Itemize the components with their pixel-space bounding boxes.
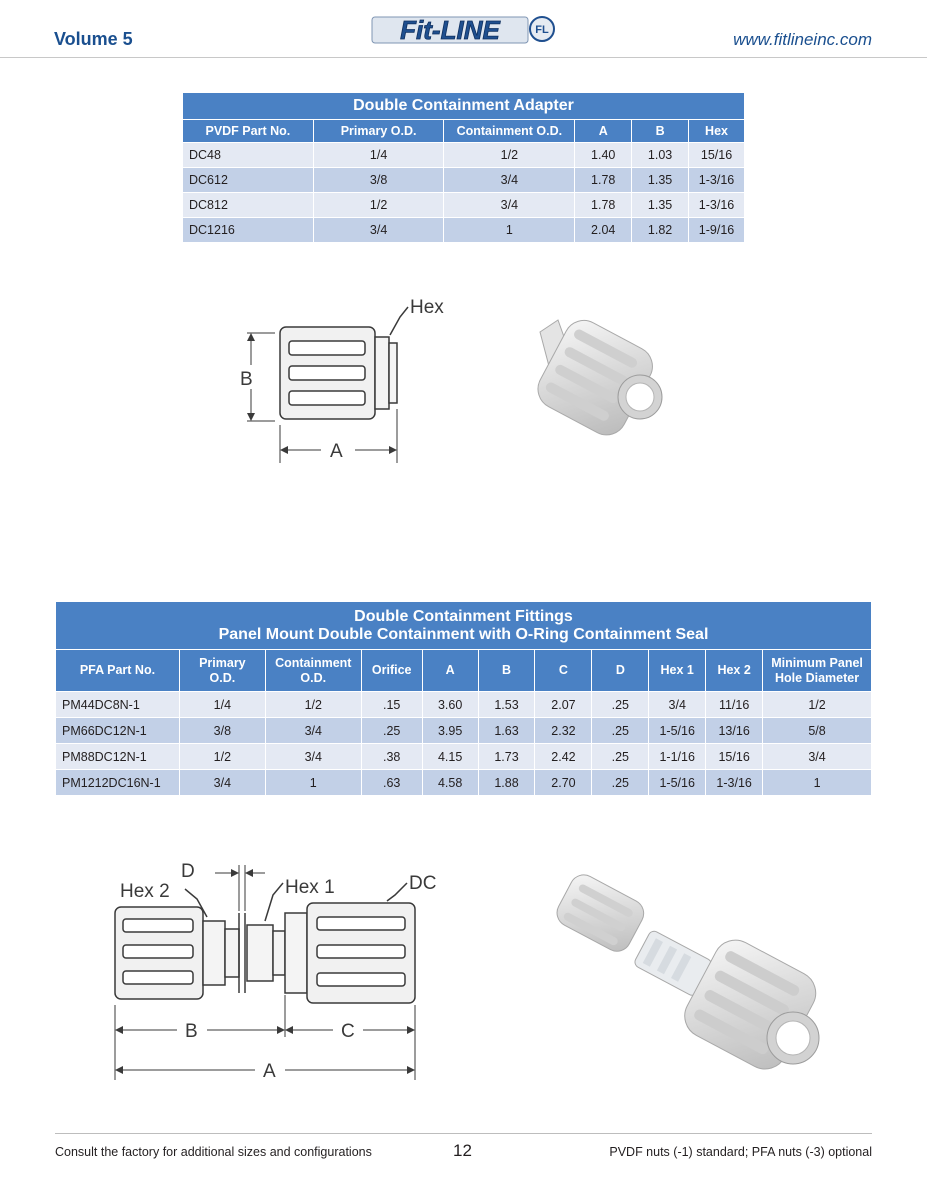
table-cell: 1.78 [575, 168, 632, 193]
table-cell: .25 [592, 770, 649, 796]
col-header: B [632, 120, 689, 143]
table-cell: 11/16 [706, 692, 763, 718]
table-cell: 3/4 [649, 692, 706, 718]
table-cell: 1.78 [575, 193, 632, 218]
table-cell: 1 [444, 218, 575, 243]
table-cell: .25 [592, 692, 649, 718]
logo-badge: FL [535, 24, 549, 36]
table-cell: 1-3/16 [689, 168, 745, 193]
table-cell: 1/2 [179, 744, 265, 770]
col-header: PVDF Part No. [183, 120, 314, 143]
col-header: B [478, 650, 535, 692]
footer-note-right: PVDF nuts (-1) standard; PFA nuts (-3) optional [609, 1145, 872, 1159]
table-cell: 1-9/16 [689, 218, 745, 243]
table-cell: 1 [265, 770, 361, 796]
part-number: PM44DC8N-1 [56, 692, 180, 718]
col-header: Hex 1 [649, 650, 706, 692]
table-row [183, 193, 745, 218]
col-header: C [535, 650, 592, 692]
part-number: PM1212DC16N-1 [56, 770, 180, 796]
table-cell: 1-5/16 [649, 770, 706, 796]
fitline-logo [370, 12, 560, 48]
footer-divider [55, 1133, 872, 1134]
table-cell: 2.42 [535, 744, 592, 770]
table-cell: 3/4 [179, 770, 265, 796]
panel-mount-dimension-drawing [105, 855, 450, 1085]
table-cell: 5/8 [763, 718, 872, 744]
title-line-2: Panel Mount Double Containment with O-Ring Containment Seal [218, 625, 709, 643]
table-cell: 4.58 [422, 770, 478, 796]
col-header: Primary O.D. [313, 120, 444, 143]
panel-mount-photo [545, 870, 835, 1080]
table-row [56, 718, 872, 744]
table-cell: 3.95 [422, 718, 478, 744]
col-header: D [592, 650, 649, 692]
table-cell: 15/16 [689, 143, 745, 168]
table-row [56, 744, 872, 770]
part-number: DC812 [183, 193, 314, 218]
table-cell: 3/4 [444, 193, 575, 218]
dimension-d-label: D [181, 861, 195, 882]
adapter-table [182, 92, 745, 243]
table-row [183, 143, 745, 168]
table-cell: 1.88 [478, 770, 535, 796]
table-cell: 1/2 [444, 143, 575, 168]
hex2-label: Hex 2 [120, 881, 170, 902]
hex1-label: Hex 1 [285, 877, 335, 898]
part-number: DC612 [183, 168, 314, 193]
col-header: A [422, 650, 478, 692]
dimension-a-label: A [330, 441, 343, 462]
table-cell: 3/4 [265, 718, 361, 744]
table-cell: 1/4 [313, 143, 444, 168]
dimension-b-label: B [185, 1021, 198, 1042]
table-cell: 1/4 [179, 692, 265, 718]
table-cell: 1-1/16 [649, 744, 706, 770]
table-cell: 3/4 [313, 218, 444, 243]
part-number: PM66DC12N-1 [56, 718, 180, 744]
dimension-c-label: C [341, 1021, 355, 1042]
table-cell: 1.35 [632, 193, 689, 218]
panel-mount-table-title [56, 602, 872, 650]
table-cell: 1 [763, 770, 872, 796]
adapter-table-title: Double Containment Adapter [183, 93, 745, 120]
volume-label: Volume 5 [54, 29, 133, 49]
table-cell: 1.40 [575, 143, 632, 168]
table-cell: 4.15 [422, 744, 478, 770]
table-cell: 3/8 [179, 718, 265, 744]
table-cell: 2.07 [535, 692, 592, 718]
table-cell: 15/16 [706, 744, 763, 770]
part-number: DC1216 [183, 218, 314, 243]
table-cell: 1.63 [478, 718, 535, 744]
table-cell: 1.03 [632, 143, 689, 168]
table-cell: 1-3/16 [706, 770, 763, 796]
col-header: Containment O.D. [265, 650, 361, 692]
table-cell: 1.82 [632, 218, 689, 243]
col-header: PFA Part No. [56, 650, 180, 692]
adapter-photo [500, 292, 670, 452]
footer-note-left: Consult the factory for additional sizes and configurations [55, 1145, 372, 1159]
table-cell: 1/2 [763, 692, 872, 718]
table-cell: 3/4 [444, 168, 575, 193]
col-header: Primary O.D. [179, 650, 265, 692]
table-cell: 1-3/16 [689, 193, 745, 218]
part-number: DC48 [183, 143, 314, 168]
table-cell: 3/4 [763, 744, 872, 770]
table-row [183, 168, 745, 193]
table-cell: .25 [592, 744, 649, 770]
dimension-a-label: A [263, 1061, 276, 1082]
table-cell: .38 [361, 744, 422, 770]
table-cell: 1.73 [478, 744, 535, 770]
table-cell: .63 [361, 770, 422, 796]
table-cell: 2.70 [535, 770, 592, 796]
table-cell: 13/16 [706, 718, 763, 744]
panel-mount-table [55, 601, 872, 796]
dc-label: DC [409, 873, 437, 894]
table-cell: 1.35 [632, 168, 689, 193]
table-cell: .25 [361, 718, 422, 744]
col-header: Hex 2 [706, 650, 763, 692]
table-cell: 3.60 [422, 692, 478, 718]
website-link[interactable]: www.fitlineinc.com [733, 30, 872, 49]
table-row [183, 218, 745, 243]
title-line-1: Double Containment Fittings [354, 607, 573, 625]
hex-label: Hex [410, 297, 444, 318]
dimension-b-label: B [240, 369, 253, 390]
table-cell: 1/2 [313, 193, 444, 218]
table-cell: 1/2 [265, 692, 361, 718]
table-cell: 2.32 [535, 718, 592, 744]
table-cell: 2.04 [575, 218, 632, 243]
header-divider [0, 57, 927, 58]
col-header: Hex [689, 120, 745, 143]
col-header: Orifice [361, 650, 422, 692]
table-cell: 3/4 [265, 744, 361, 770]
col-header: Minimum Panel Hole Diameter [763, 650, 872, 692]
part-number: PM88DC12N-1 [56, 744, 180, 770]
table-cell: 1-5/16 [649, 718, 706, 744]
col-header: Containment O.D. [444, 120, 575, 143]
logo-wordmark: Fit-LINE [400, 15, 500, 45]
table-cell: 3/8 [313, 168, 444, 193]
table-cell: .25 [592, 718, 649, 744]
table-row [56, 692, 872, 718]
table-row [56, 770, 872, 796]
table-cell: .15 [361, 692, 422, 718]
adapter-dimension-drawing [225, 285, 465, 470]
col-header: A [575, 120, 632, 143]
table-cell: 1.53 [478, 692, 535, 718]
page-number: 12 [453, 1141, 472, 1160]
